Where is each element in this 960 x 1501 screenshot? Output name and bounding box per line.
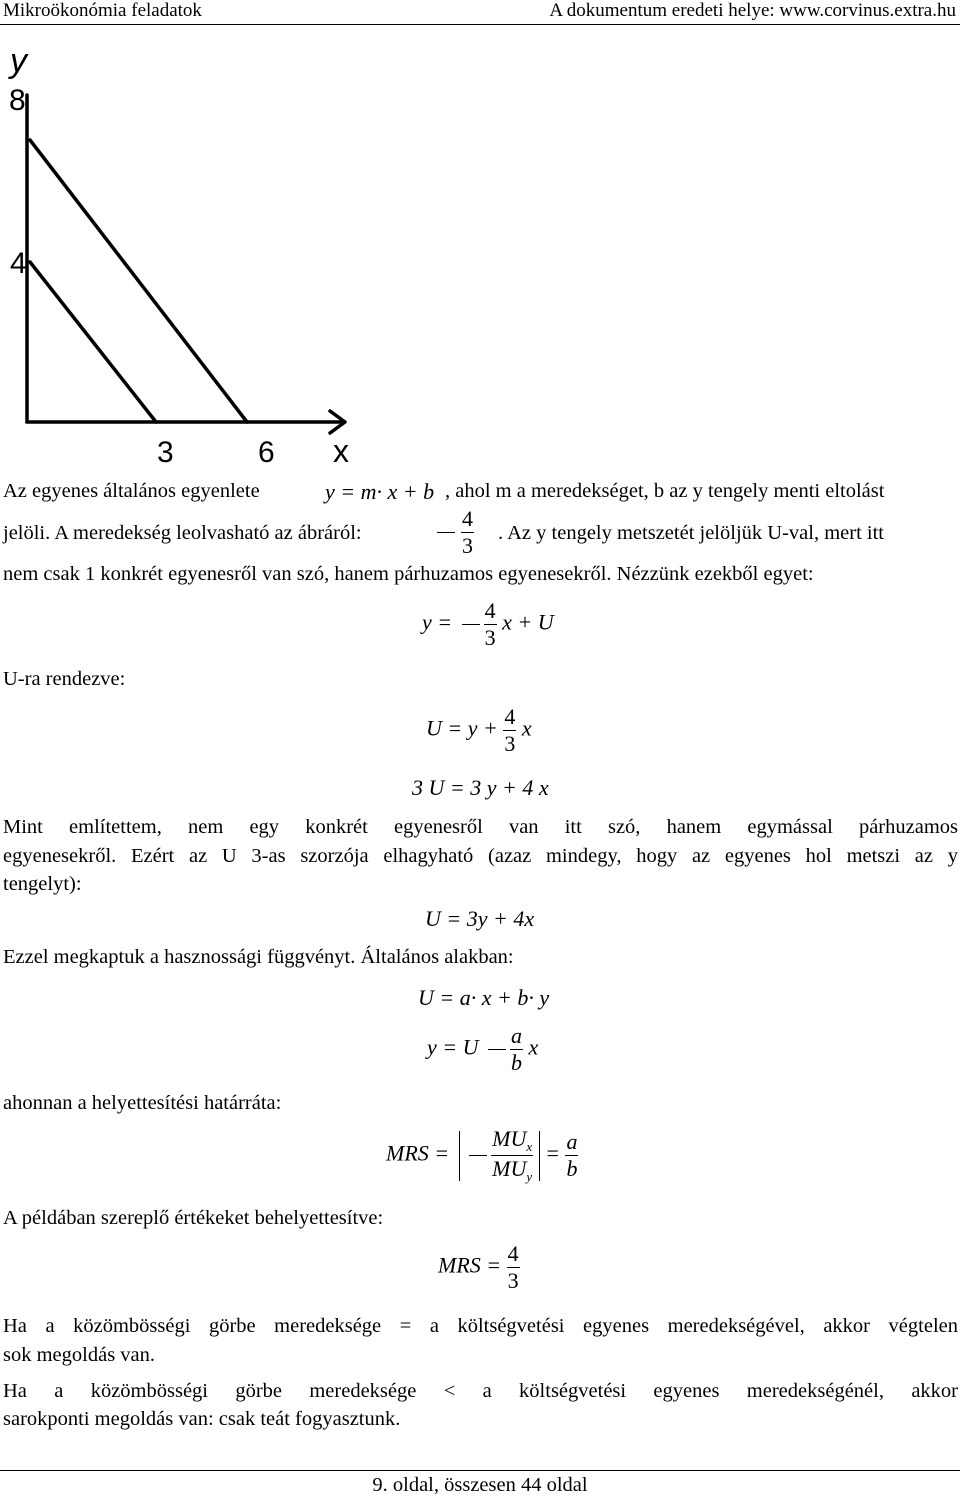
label-u-rendezve: U-ra rendezve: (3, 668, 126, 690)
eq1-num: 4 (484, 598, 496, 623)
slope-num: 4 (462, 506, 473, 531)
p4-line-1: Ha a közömbösségi görbe meredeksége = a költségvetési egyenes meredekségével, akkor végtelen (3, 1315, 958, 1337)
eq2-lhs: U = y + (426, 715, 498, 741)
equation-4: U = 3y + 4x (425, 906, 535, 931)
equation-2 (426, 706, 532, 755)
eq7-den: MU (492, 1156, 527, 1181)
eq1-rhs: x + U (502, 609, 554, 635)
eq8-den: 3 (507, 1268, 519, 1293)
equation-8 (438, 1243, 520, 1292)
p1-equation: y = m· x + b (325, 479, 435, 504)
equation-6 (427, 1025, 538, 1074)
equation-3: 3 U = 3 y + 4 x (412, 775, 549, 800)
eq7-lhs: MRS = (386, 1140, 450, 1166)
minus-sign (462, 624, 480, 625)
label-mrs: ahonnan a helyettesítési határráta: (3, 1092, 282, 1114)
minus-sign (488, 1049, 506, 1050)
label-example: A példában szereplő értékeket behelyettesítve: (3, 1207, 384, 1229)
sketch-x-tick-3: 3 (157, 436, 174, 469)
eq6-num: a (511, 1023, 522, 1048)
p1-text-e: nem csak 1 konkrét egyenesről van szó, hanem párhuzamos egyenesekről. Nézzünk ezekből egyet: (3, 563, 814, 585)
footer-page-number: 9. oldal, összesen 44 oldal (372, 1474, 588, 1496)
eq7-rden: b (566, 1156, 578, 1181)
eq2-rhs: x (521, 715, 532, 741)
slope-fraction (437, 508, 474, 557)
eq2-den: 3 (504, 731, 516, 756)
equation-1 (422, 600, 554, 649)
line-low (30, 262, 156, 422)
eq6-rhs: x (528, 1034, 539, 1060)
sketch-x-label: x (333, 433, 349, 469)
eq2-num: 4 (504, 704, 516, 729)
p1-text-d: . Az y tengely metszetét jelöljük U-val, mert itt (498, 522, 884, 544)
p5-line-1: Ha a közömbösségi görbe meredeksége < a költségvetési egyenes meredekségénél, akkor (3, 1380, 958, 1402)
line-high (30, 140, 247, 422)
eq1-lhs: y = (422, 609, 453, 635)
eq6-den: b (511, 1050, 522, 1075)
p2-line-3: tengelyt): (3, 873, 82, 895)
p3-text: Ezzel megkaptuk a hasznossági függvényt. Általános alakban: (3, 946, 514, 968)
slope-den: 3 (462, 533, 473, 558)
header-left: Mikroökonómia feladatok (3, 0, 202, 21)
eq8-lhs: MRS = (438, 1252, 502, 1278)
eq7-num-sub: x (526, 1139, 533, 1154)
eq7-den-sub: y (526, 1169, 533, 1184)
p1-text-b: , ahol m a meredekséget, b az y tengely menti eltolást (445, 480, 885, 502)
p5-line-2: sarokponti megoldás van: csak teát fogyasztunk. (3, 1408, 401, 1430)
footer-divider (0, 1470, 960, 1471)
minus-sign (469, 1155, 487, 1156)
p2-line-1: Mint említettem, nem egy konkrét egyenesről van itt szó, hanem egymással párhuzamos (3, 816, 958, 838)
equation-5: U = a· x + b· y (418, 985, 550, 1010)
header-divider (0, 24, 960, 25)
p1-text-c: jelöli. A meredekség leolvasható az ábráról: (3, 522, 362, 544)
eq6-lhs: y = U (427, 1034, 479, 1060)
eq7-rnum: a (566, 1129, 578, 1154)
sketch-y-label: y (10, 42, 27, 80)
sketch-y-tick-8: 8 (9, 84, 26, 117)
header-right: A dokumentum eredeti helye: www.corvinus.extra.hu (549, 0, 956, 21)
minus-sign (437, 532, 455, 533)
p2-line-2: egyenesekről. Ezért az U 3-as szorzója elhagyható (azaz mindegy, hogy az egyenes hol metszi az y (3, 845, 958, 867)
p4-line-2: sok megoldás van. (3, 1344, 156, 1366)
indifference-lines-sketch (0, 40, 370, 470)
equation-7 (386, 1128, 578, 1183)
eq8-num: 4 (507, 1241, 519, 1266)
sketch-x-tick-6: 6 (258, 436, 275, 469)
sketch-y-tick-4: 4 (10, 247, 27, 280)
eq7-num: MU (492, 1126, 527, 1151)
p1-text-a: Az egyenes általános egyenlete (3, 480, 260, 502)
eq7-equals: = (545, 1140, 560, 1166)
eq1-den: 3 (484, 625, 496, 650)
